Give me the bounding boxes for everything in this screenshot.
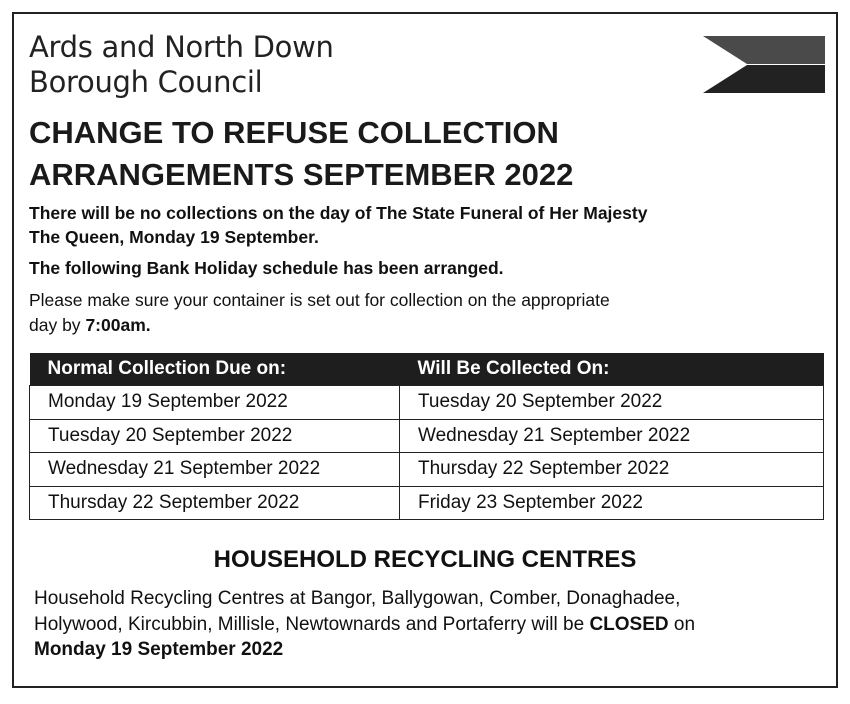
headline-line1: CHANGE TO REFUSE COLLECTION: [29, 115, 559, 150]
council-name: [29, 30, 334, 100]
recycling-line1: Household Recycling Centres at Bangor, Ballygowan, Comber, Donaghadee,: [34, 588, 681, 609]
headline: [29, 112, 573, 196]
normal-date-cell: Wednesday 21 September 2022: [30, 453, 400, 487]
new-date-cell: Friday 23 September 2022: [400, 486, 824, 520]
collection-time: 7:00am.: [85, 315, 151, 335]
table-row: [30, 453, 824, 487]
council-name-line2: Borough Council: [29, 65, 263, 99]
header-will-be-collected: Will Be Collected On:: [400, 353, 824, 386]
table-row: [30, 419, 824, 453]
schedule-notice: The following Bank Holiday schedule has been arranged.: [29, 258, 504, 278]
funeral-notice-line2: The Queen, Monday 19 September.: [29, 227, 319, 247]
new-date-cell: Thursday 22 September 2022: [400, 453, 824, 487]
new-date-cell: Wednesday 21 September 2022: [400, 419, 824, 453]
headline-line2: ARRANGEMENTS SEPTEMBER 2022: [29, 157, 574, 192]
header-normal-collection: Normal Collection Due on:: [30, 353, 400, 386]
container-notice-line2: day by: [29, 315, 86, 335]
normal-date-cell: Tuesday 20 September 2022: [30, 419, 400, 453]
recycling-centres-title: HOUSEHOLD RECYCLING CENTRES: [213, 546, 637, 573]
table-row: [30, 386, 824, 420]
table-row: [30, 486, 824, 520]
funeral-notice: [29, 201, 819, 249]
council-logo-icon: [703, 36, 825, 93]
council-name-line1: Ards and North Down: [29, 30, 334, 64]
collection-schedule-table: [29, 353, 824, 520]
new-date-cell: Tuesday 20 September 2022: [400, 386, 824, 420]
recycling-line2b: on: [668, 613, 696, 635]
recycling-line2a: Holywood, Kircubbin, Millisle, Newtownards and Portaferry will be: [34, 613, 590, 635]
recycling-centres-notice: [34, 586, 794, 663]
table-header-row: [30, 353, 824, 386]
recycling-closure-date: Monday 19 September 2022: [34, 639, 284, 660]
container-notice-line1: Please make sure your container is set out for collection on the appropriate: [29, 290, 610, 310]
normal-date-cell: Thursday 22 September 2022: [30, 486, 400, 520]
normal-date-cell: Monday 19 September 2022: [30, 386, 400, 420]
container-notice: [29, 288, 749, 338]
funeral-notice-line1: There will be no collections on the day of The State Funeral of Her Majesty: [29, 203, 648, 223]
closed-label: CLOSED: [589, 613, 669, 635]
